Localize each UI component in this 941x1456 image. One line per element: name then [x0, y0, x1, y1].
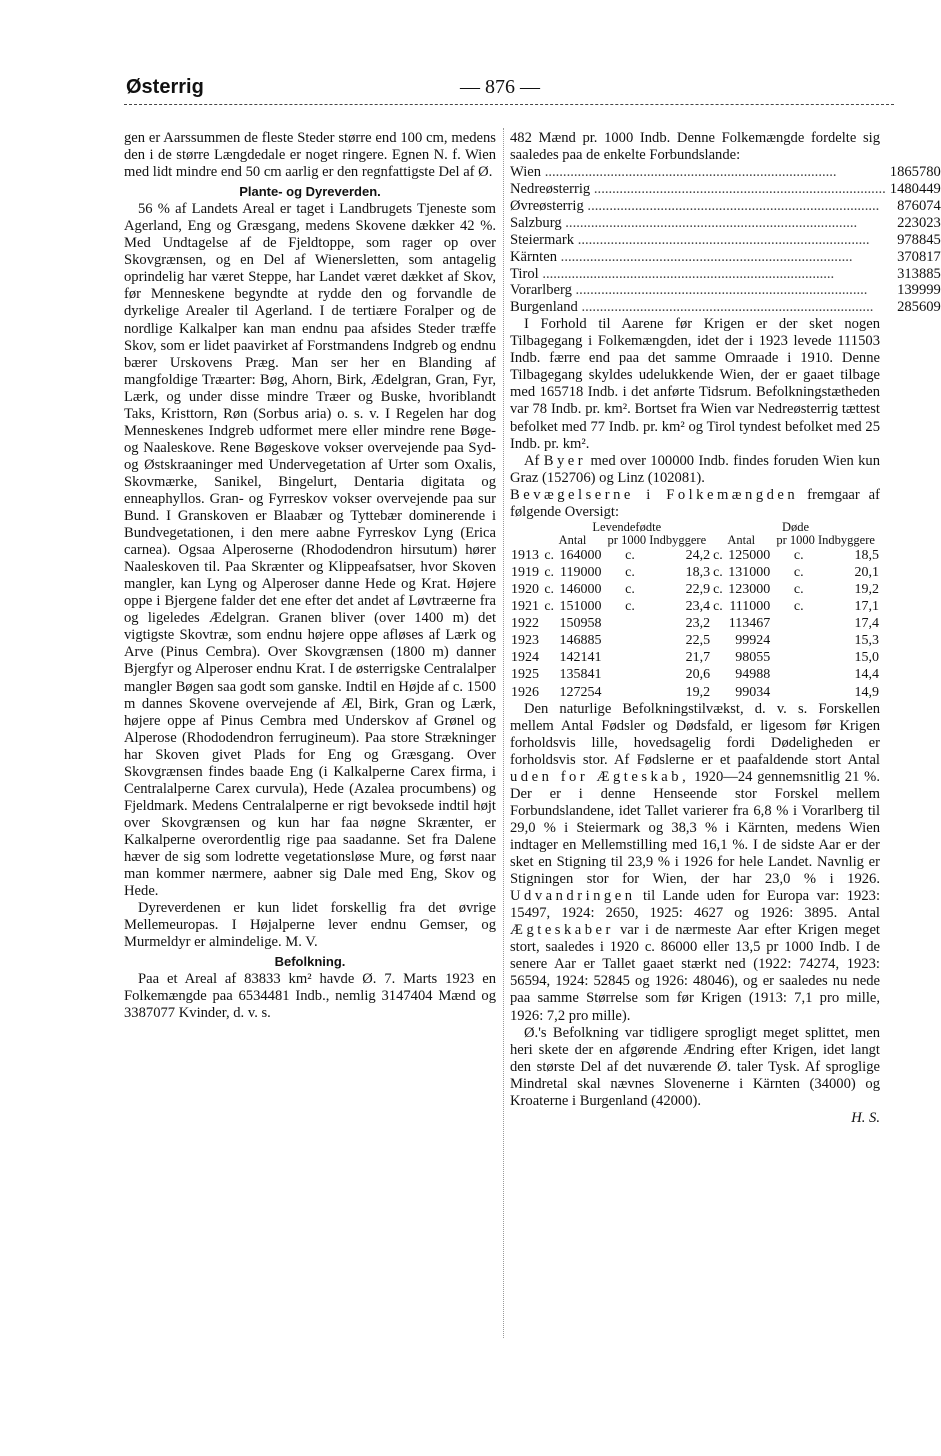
table-cell-dp: 19,2 — [854, 582, 879, 597]
table-cell-dp: 17,1 — [854, 599, 879, 615]
table-cell-b-ab: c. — [544, 547, 555, 563]
province-name — [510, 215, 886, 232]
table-cell-bp: 22,9 — [685, 582, 711, 597]
table-cell-year: 1913 — [511, 547, 539, 563]
population-movement-table — [510, 521, 880, 701]
province-name — [510, 181, 886, 198]
table-cell-b-ab — [542, 684, 555, 701]
table-cell-bp-ab — [603, 666, 636, 683]
text-span: 1920—24 gennemsnitlig 21 %. Der er i denne Henseende stor Forskel mellem Forbundslandene, idet Tallet varierer fra 6,8 % i Vorarlberg til 29,0 % i Steiermark og 38,3 % i Kärnten, medens Wien indtager en Mellemstilling med 16,1 %. I de sidste Aar er der sket en Stigning til 23,9 % i 1926 for hele Landet. Navnlig er Stigningen stor for Wien, der har 23,0 % i 1926. — [510, 768, 880, 888]
table-cell-bp-ab — [603, 684, 636, 701]
table-row — [510, 684, 880, 701]
province-row — [510, 181, 941, 198]
province-name — [510, 232, 886, 249]
table-cell-b-ab: c. — [544, 582, 555, 597]
paragraph: 56 % af Landets Areal er taget i Landbrugets Tjeneste som Agerland, Eng og Græsgang, medens Skovene dækker 42 %. Med Undtagelse af de Fjeldtoppe, som rager op over Skovgrænsen, og en Del af Wienersletten, som antagelig oprindelig har været Steppe, har Landet været dækket af Skov, før Menneskene begyndte at rydde den og forvandle de dyrkelige Arealer til Agerland. I de tertiære Foralper og de nordlige Kalkalper kan man endnu paa afsides Steder træffe Skov, som er lidet paavirket af Forstmandens Indgreb og endnu bærer Urskovens Præg. Man ser her en Blanding af mangfoldige Træarter: Bøg, Ahorn, Birk, Ædelgran, Gran, Fyr, Lærk, og under disse mindre Træer og Buske, hvoriblandt Taks, Kristtorn, Røn (Sorbus aria) o. s. v. I Regelen har dog Menneskenes Indgreb udformet mere eller mindre rene Bøge- og Naaleskove. Rene Bøgeskove vokser overvejende paa Syd- og Østskraaninger med Undervegetation af Urter som Oxalis, Skovmærke, Sanikel, Bingelurt, Dentaria digitata og enneaphyllos. Gran- og Fyrreskov vokser overvejende paa sur Bund. I Granskoven er Blaabær og Tyttebær dominerende i Bundvegetationen, i den mere aabne Fyrreskov Lyng (Erica carnea). Ogsaa Alperoserne (Rhododendron hirsutum) hører Naaleskoven til. Paa Skrænter og Klippeafsatser, hvor Skoven mangler, kan Lyng og Alperoser danne Hede og Krat. Højere oppe i Bjergene falder det ene efter det andet af Løvtræerne fra og ligeledes Ædelgran. Granen bliver (over 1400 m) det vigtigste Skovtræ, som endnu højere oppe afløses af Lærk og Arve (Pinus Cembra). Over Skovgrænsen (1800 m) danner Bjergfyr og Alperoser endnu Krat. I de østerrigske Centralalper mangler Bøgen saa godt som ganske. Indtil en Højde af c. 1500 m dannes Skovene overvejende af Æl, Birk, Gran og Lærk, højere oppe af Pinus Cembra med Underskov af Grønel og Alperose (Rhododendron ferrugineum). Paa store Strækninger har Skoven givet Plads for Eng og Græsgang. Over Skovgrænsen findes baade Eng (i Kalkalperne Carex firma, i Centralalperne Carex curvula), Hede (Azalea procumbens) og Fjeldmark. Medens Centralalperne er rigt bevoksede indtil højt over Skovgrænsen og kun har faa nøgne Skrænter, er Kalkalperne overordentlig rige paa saadanne. Set fra Dalene hæver de sig som lodrette vegetationsløse Mure, og først naar man kommer nærmere, aabner sig Dale med Eng, Skov og Hede. — [124, 201, 496, 900]
left-column — [124, 130, 496, 1022]
blank-header — [510, 521, 542, 534]
table-cell-dp-ab — [771, 684, 804, 701]
province-value: 139999 — [897, 282, 941, 299]
table-cell-year: 1922 — [511, 616, 539, 632]
province-value: 876074 — [897, 197, 941, 214]
leader-dots: ................................................................................ — [544, 164, 837, 181]
paragraph — [510, 487, 880, 521]
province-value: 1480449 — [889, 181, 941, 197]
province-label: Salzburg — [510, 214, 562, 231]
text-span: Af — [524, 452, 540, 469]
province-row — [510, 198, 941, 215]
table-cell-d-ab — [711, 684, 724, 701]
page-number: — 876 — — [460, 76, 540, 98]
deaths-rate-header: pr 1000 Indbyggere — [776, 532, 875, 547]
signature: H. S. — [851, 1109, 880, 1126]
province-value: 978845 — [897, 231, 941, 248]
leader-dots: ................................................................................ — [581, 299, 874, 316]
section-heading: Befolkning. — [274, 954, 346, 970]
table-cell-d-ab — [711, 615, 724, 632]
table-cell-b-ab — [542, 615, 555, 632]
table-cell-dp: 14,4 — [854, 667, 879, 683]
table-cell-dp-ab: c. — [793, 547, 804, 563]
table-cell-dp: 15,3 — [854, 633, 879, 649]
table-cell-d: 123000 — [728, 582, 771, 597]
table-cell-bp-ab — [603, 632, 636, 649]
table-cell-dp: 18,5 — [854, 547, 879, 563]
province-name — [510, 249, 886, 266]
table-row — [510, 649, 880, 666]
table-cell-dp-ab — [771, 615, 804, 632]
leader-dots: ................................................................................ — [565, 214, 858, 231]
table-cell-d-ab — [711, 632, 724, 649]
paragraph: gen er Aarssummen de fleste Steder større end 100 cm, medens den i de større Længdedale er noget ringere. Egnen N. f. Wien med lidt mindre end 50 cm aarlig er den regnfattigste Del af Ø. — [124, 130, 496, 181]
table-cell-year: 1919 — [511, 564, 539, 580]
table-cell-d-ab: c. — [713, 564, 723, 580]
province-name — [510, 164, 886, 181]
table-cell-bp-ab — [603, 615, 636, 632]
province-value: 285609 — [897, 299, 941, 316]
province-row — [510, 232, 941, 249]
province-label: Kärnten — [510, 248, 558, 265]
table-cell-b-ab: c. — [544, 599, 555, 615]
table-cell-d: 125000 — [728, 547, 771, 563]
table-cell-d: 113467 — [728, 616, 771, 632]
blank-header — [510, 534, 542, 547]
paragraph: Dyreverdenen er kun lidet forskellig fra det øvrige Mellemeuropas. I Højalperne lever endnu Gemser, og Murmeldyr er almindelige. M. V. — [124, 900, 496, 951]
right-column — [510, 130, 941, 1127]
table-cell-b: 151000 — [559, 599, 602, 615]
text-span: med over 100000 Indb. findes foruden Wien kun Graz (152706) og Linz (102081). — [510, 452, 880, 486]
spaced-term: uden for Ægteskab, — [510, 768, 690, 785]
spaced-term: Bevægelserne i Folkemængden — [510, 486, 799, 503]
province-row — [510, 164, 941, 181]
province-label: Tirol — [510, 265, 539, 282]
province-value: 313885 — [897, 265, 941, 282]
province-label: Wien — [510, 164, 542, 181]
deaths-count-header: Antal — [727, 532, 756, 547]
table-cell-d-ab — [711, 649, 724, 666]
table-cell-bp-ab: c. — [625, 564, 635, 580]
table-row — [510, 598, 880, 615]
deaths-header: Døde — [782, 519, 810, 534]
table-cell-bp: 18,3 — [685, 564, 711, 580]
table-row — [510, 615, 880, 632]
province-label: Vorarlberg — [510, 282, 572, 299]
table-cell-year: 1924 — [511, 650, 539, 666]
table-row — [510, 632, 880, 649]
table-cell-year: 1926 — [511, 684, 539, 700]
table-cell-d: 99034 — [735, 684, 771, 700]
births-header: Levendefødte — [592, 519, 662, 534]
table-cell-b: 146000 — [559, 582, 602, 597]
table-cell-bp: 19,2 — [685, 684, 711, 700]
table-cell-b-ab — [542, 666, 555, 683]
births-rate-header: pr 1000 Indbyggere — [607, 532, 707, 547]
leader-dots: ................................................................................ — [577, 231, 870, 248]
table-cell-bp: 21,7 — [685, 650, 711, 666]
table-cell-dp: 15,0 — [854, 650, 879, 666]
table-cell-b-ab — [542, 649, 555, 666]
leader-dots: ................................................................................ — [560, 248, 853, 265]
leader-dots: ................................................................................ — [587, 197, 880, 214]
table-cell-d: 98055 — [735, 650, 771, 666]
table-cell-dp: 20,1 — [854, 564, 879, 580]
paragraph — [510, 701, 880, 1025]
table-cell-d-ab — [711, 666, 724, 683]
table-row — [510, 581, 880, 598]
table-cell-d: 94988 — [735, 667, 771, 683]
table-cell-b-ab — [542, 632, 555, 649]
province-row — [510, 249, 941, 266]
province-row — [510, 299, 941, 316]
table-cell-dp-ab — [771, 632, 804, 649]
table-cell-dp: 17,4 — [854, 616, 879, 632]
table-cell-year: 1925 — [511, 667, 539, 683]
table-cell-d-ab: c. — [713, 599, 723, 615]
spaced-term: Udvandringen — [510, 888, 636, 905]
table-cell-bp: 23,2 — [685, 616, 711, 632]
header-rule — [124, 104, 894, 105]
table-row — [510, 547, 880, 564]
province-label: Øvreøsterrig — [510, 197, 584, 214]
section-heading: Plante- og Dyreverden. — [239, 184, 381, 200]
table-cell-bp: 23,4 — [685, 599, 711, 615]
province-name — [510, 299, 886, 316]
spaced-term: Byer — [543, 452, 587, 469]
table-cell-d: 99924 — [735, 633, 771, 649]
table-cell-d: 111000 — [729, 599, 771, 615]
table-cell-bp-ab — [603, 649, 636, 666]
province-label: Nedreøsterrig — [510, 181, 591, 197]
table-row — [510, 666, 880, 683]
leader-dots: ................................................................................ — [575, 282, 868, 299]
province-row — [510, 266, 941, 283]
table-cell-b-ab: c. — [544, 564, 555, 580]
table-cell-year: 1920 — [511, 582, 539, 597]
table-cell-dp-ab — [771, 666, 804, 683]
province-row — [510, 215, 941, 232]
page-title: Østerrig — [126, 76, 204, 98]
text-span: Den naturlige Befolkningstilvækst, d. v. s. Forskellen mellem Antal Fødsler og Dødsfald, er ligesom før Krigen forholdsvis lille, hovedsagelig fordi Dødeligheden er forholdsvis stor. Af Fødslerne er et paafaldende stort Antal — [510, 700, 880, 768]
table-cell-b: 150958 — [559, 616, 602, 632]
text-span: var i de nærmeste Aar efter Krigen meget stort, saaledes i 1920 c. 86000 eller 13,5 pr 1000 Indb. I de senere Aar er Tallet gaaet stærkt ned (1922: 74274, 1923: 56594, 1924: 52845 og 1926: 48046), og er saaledes nu nede paa samme Størrelse som før Krigen (1913: 7,1 pro mille, 1926: 7,2 pro mille). — [510, 922, 880, 1024]
table-cell-b: 164000 — [559, 547, 602, 563]
paragraph: I Forhold til Aarene før Krigen er der sket nogen Tilbagegang i Folkemængden, idet der i 1923 levede 111503 Indb. færre end paa det samme Omraade i 1910. Denne Tilbagegang skyldes udelukkende Wien, der er gaaet tilbage med 165718 Indb. i det anførte Tidsrum. Befolkningstætheden var 78 Indb. pr. km². Bortset fra Wien var Nedreøsterrig tættest befolket med 77 Indb. pr. km² og Tirol tyndest befolket med 25 Indb. pr. km². — [510, 316, 880, 452]
table-cell-bp-ab: c. — [625, 582, 635, 597]
paragraph — [510, 453, 880, 487]
paragraph: Paa et Areal af 83833 km² havde Ø. 7. Marts 1923 en Folkemængde paa 6534481 Indb., nemlig 3147404 Mænd og 3387077 Kvinder, d. v. s. — [124, 971, 496, 1022]
province-name — [510, 282, 886, 299]
table-cell-b: 127254 — [559, 684, 602, 700]
leader-dots: ................................................................................ — [542, 265, 835, 282]
table-cell-bp-ab: c. — [625, 599, 635, 615]
spaced-term: Ægteskaber — [510, 922, 614, 939]
province-value: 1865780 — [889, 164, 941, 181]
table-row — [510, 564, 880, 581]
table-cell-b: 142141 — [559, 650, 602, 666]
table-cell-dp: 14,9 — [854, 684, 879, 700]
province-label: Burgenland — [510, 299, 578, 316]
table-cell-d-ab: c. — [713, 547, 723, 563]
table-cell-b: 135841 — [559, 667, 602, 683]
text-span: til Lande uden for Europa var: 1923: 15497, 1924: 2650, 1925: 4627 og 1926: 3895. Antal — [510, 888, 880, 922]
province-row — [510, 282, 941, 299]
paragraph: Ø.'s Befolkning var tidligere sprogligt meget splittet, men heri skete der en afgørende Ændring efter Krigen, idet langt den største Del af det nuværende Ø. taler Tysk. Af sproglige Mindretal skal nævnes Slovenerne i Kärnten (34000) og Kroaterne i Burgenland (42000). — [510, 1024, 880, 1109]
province-table — [510, 164, 941, 316]
table-cell-bp-ab: c. — [625, 547, 635, 563]
table-cell-b: 119000 — [560, 564, 602, 580]
paragraph: 482 Mænd pr. 1000 Indb. Denne Folkemængde fordelte sig saaledes paa de enkelte Forbundslande: — [510, 130, 880, 164]
leader-dots: ................................................................................ — [593, 181, 886, 197]
province-name — [510, 266, 886, 283]
births-count-header: Antal — [558, 532, 587, 547]
province-value: 223023 — [897, 214, 941, 231]
table-cell-dp-ab: c. — [793, 599, 804, 615]
province-value: 370817 — [897, 248, 941, 265]
province-label: Steiermark — [510, 231, 575, 248]
province-name — [510, 198, 886, 215]
table-cell-bp: 22,5 — [685, 633, 711, 649]
column-divider — [503, 128, 504, 1338]
table-cell-d-ab: c. — [713, 582, 723, 597]
table-cell-dp-ab: c. — [793, 564, 804, 580]
table-cell-bp: 24,2 — [685, 547, 711, 563]
table-cell-bp: 20,6 — [685, 667, 711, 683]
table-cell-dp-ab: c. — [793, 582, 804, 597]
table-cell-b: 146885 — [559, 633, 602, 649]
text-span: fremgaar af følgende Oversigt: — [510, 486, 880, 520]
table-cell-dp-ab — [771, 649, 804, 666]
table-cell-year: 1921 — [511, 599, 539, 615]
table-cell-d: 131000 — [728, 564, 771, 580]
table-cell-year: 1923 — [511, 633, 539, 649]
